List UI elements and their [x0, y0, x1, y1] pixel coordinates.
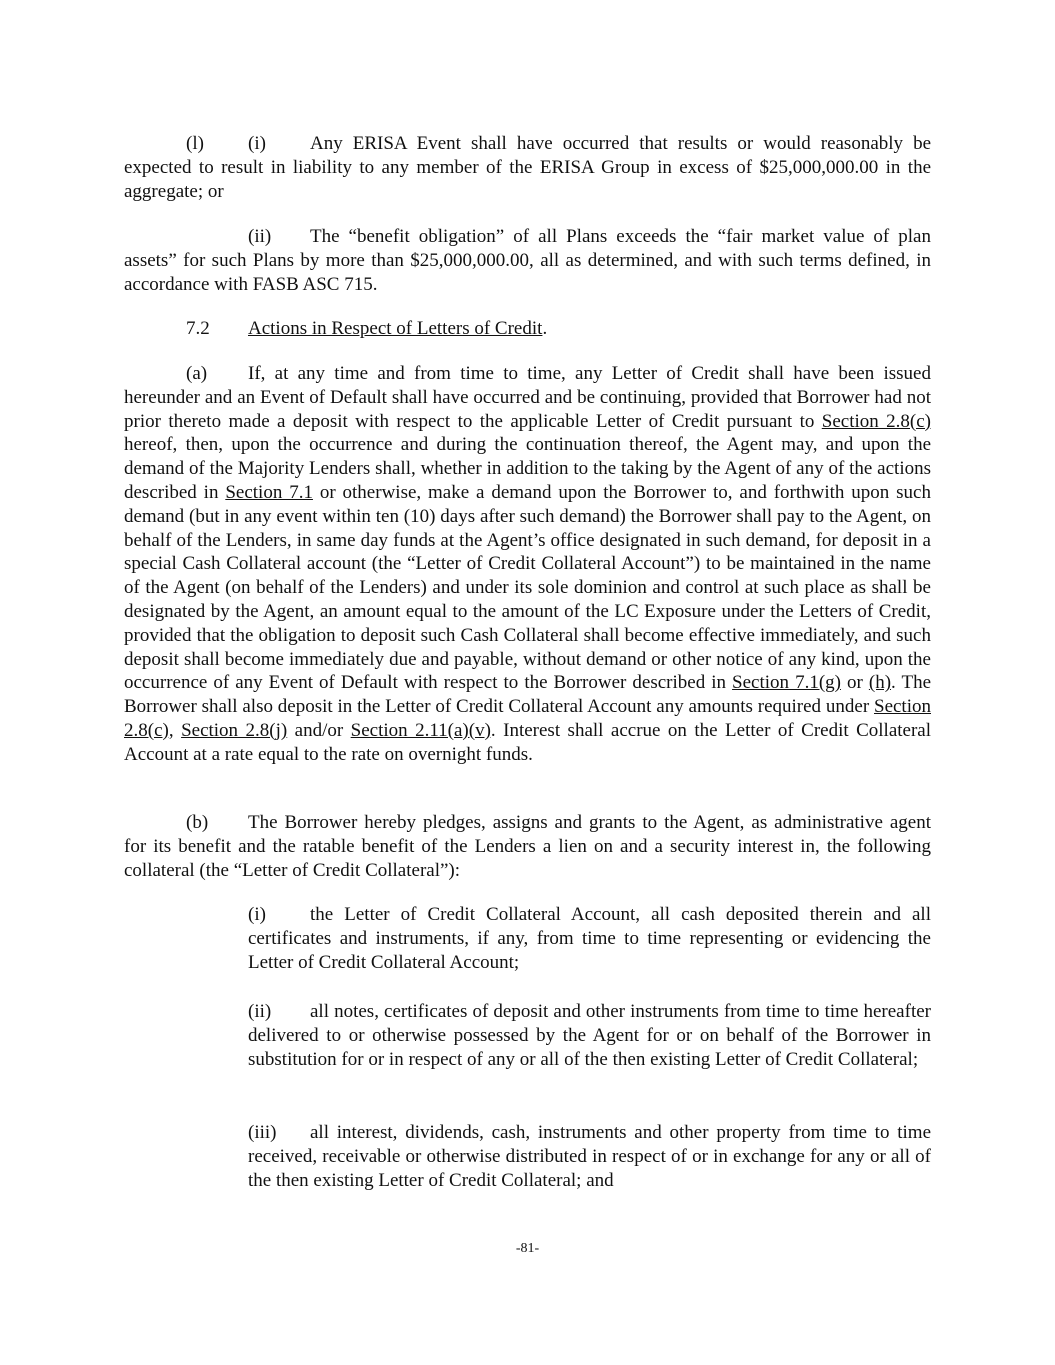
paragraph-text: and/or [287, 719, 351, 741]
paragraph-marker-l: (l) [186, 133, 204, 154]
cross-reference: Section 7.1 [225, 481, 313, 503]
paragraph-text: The Borrower hereby pledges, assigns and grants to the Agent, as administrative agent for its benefit and the ratable benefit of the Lenders a lien on and a security interest in, the following collateral (the “Letter of Credit Collateral”): [124, 812, 931, 881]
clause-b-i [248, 903, 931, 974]
paragraph-text: The “benefit obligation” of all Plans exceeds the “fair market value of plan assets” for such Plans by more than $25,000,000.00, all as determined, and with such terms defined, in accordance with FASB ASC 715. [124, 226, 931, 295]
paragraph-marker-b: (b) [186, 812, 209, 833]
subparagraph-marker-i: (i) [248, 133, 266, 154]
clause-text: the Letter of Credit Collateral Account, all cash deposited therein and all certificates and instruments, if any, from time to time representing or evidencing the Letter of Credit Collateral Account; [248, 904, 931, 973]
clause-marker-ii: (ii) [248, 1001, 272, 1022]
subparagraph-marker-ii: (ii) [248, 226, 272, 247]
section-title-period: . [542, 318, 548, 339]
cross-reference: Section 2.8(c) [124, 696, 931, 741]
clause-marker-iii: (iii) [248, 1122, 277, 1143]
clause-text: all notes, certificates of deposit and other instruments from time to time hereafter delivered to or otherwise possessed by the Agent for or on behalf of the Borrower in substitution for or in respect of any or all of the then existing Letter of Credit Collateral; [248, 1001, 931, 1070]
section-title: Actions in Respect of Letters of Credit [248, 318, 543, 339]
paragraph-marker-a: (a) [186, 363, 208, 384]
clause-text: all interest, dividends, cash, instruments and other property from time to time received, receivable or otherwise distributed in respect of or in exchange for any or all of the then existing Letter of Credit Collateral; and [248, 1122, 931, 1191]
paragraph-text: or otherwise, make a demand upon the Borrower to, and forthwith upon such demand (but in any event within ten (10) days after such demand) the Borrower shall pay to the Agent, on behalf of the Lenders, in same day funds at the Agent’s office designated in such demand, for deposit in a special Cash Collateral account (the “Letter of Credit Collateral Account”) to be maintained in the name of the Agent (on behalf of the Lenders) and under its sole dominion and control at such place as shall be designated by the Agent, an amount equal to the amount of the LC Exposure under the Letters of Credit, provided that the obligation to deposit such Cash Collateral shall become effective immediately, and such deposit shall become immediately due and payable, without demand or other notice of any kind, upon the occurrence of any Event of Default with respect to the Borrower described in [124, 481, 931, 694]
cross-reference: Section 2.11(a)(v) [350, 719, 491, 741]
cross-reference: Section 7.1(g) [732, 672, 841, 694]
paragraph-text: or [840, 672, 869, 694]
paragraph-l-ii [124, 225, 931, 296]
clause-marker-i: (i) [248, 904, 266, 925]
paragraph-text: , [168, 719, 182, 741]
cross-reference: Section 2.8(j) [181, 719, 288, 741]
section-number: 7.2 [186, 318, 210, 339]
cross-reference: Section 2.8(c) [821, 410, 931, 432]
paragraph-text: . The Borrower shall also deposit in the Letter of Credit Collateral Account any amounts required under [124, 672, 932, 718]
clause-b-ii [248, 1000, 931, 1071]
paragraph-text: hereof, then, upon the occurrence and during the continuation thereof, the Agent may, and upon the demand of the Majority Lenders shall, whether in addition to the taking by the Agent of any of the actions described in [124, 434, 931, 503]
paragraph-text: If, at any time and from time to time, any Letter of Credit shall have been issued hereunder and an Event of Default shall have occurred and be continuing, provided that Borrower had not prior thereto made a deposit with respect to the applicable Letter of Credit pursuant to [124, 363, 931, 432]
cross-reference: (h) [868, 672, 892, 694]
clause-b-iii [248, 1121, 931, 1192]
paragraph-a [124, 362, 931, 767]
paragraph-l-i [124, 132, 931, 203]
page-number: -81- [515, 1241, 540, 1256]
section-heading-7-2 [124, 317, 931, 341]
paragraph-text: Any ERISA Event shall have occurred that results or would reasonably be expected to result in liability to any member of the ERISA Group in excess of $25,000,000.00 in the aggregate; or [124, 133, 931, 202]
paragraph-text: . Interest shall accrue on the Letter of Credit Collateral Account at a rate equal to the rate on overnight funds. [124, 719, 932, 765]
paragraph-b [124, 811, 931, 882]
